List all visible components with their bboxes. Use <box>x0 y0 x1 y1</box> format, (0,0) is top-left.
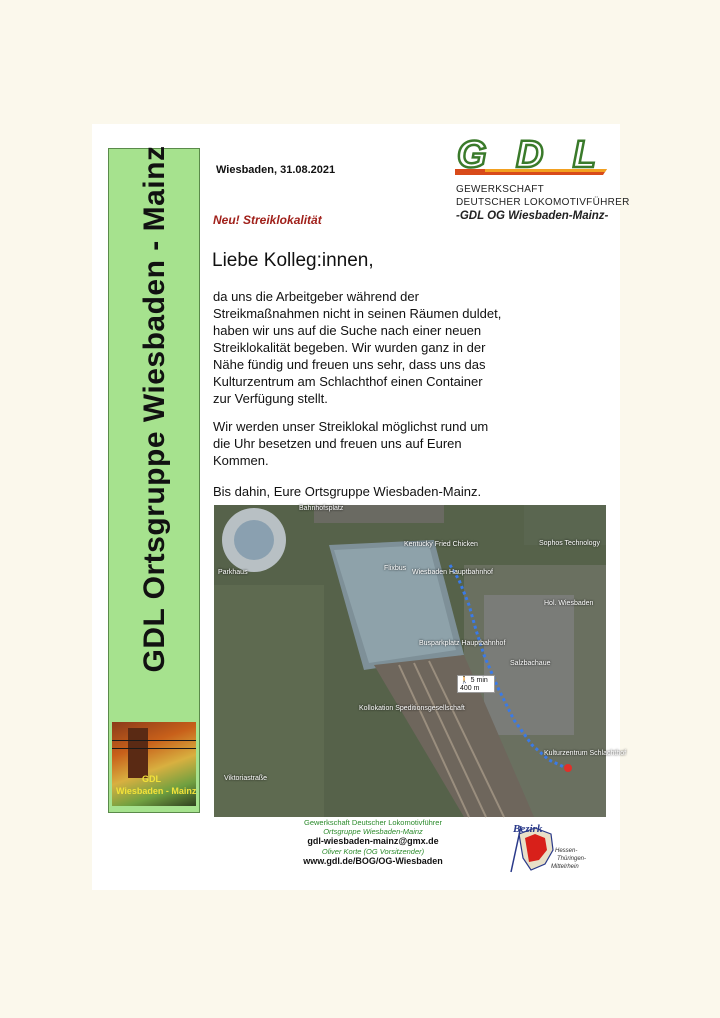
bezirk-region-3: Mittelrhein <box>551 864 579 870</box>
sidebar-banner <box>108 145 200 813</box>
footer-website[interactable]: www.gdl.de/BOG/OG-Wiesbaden <box>303 856 443 866</box>
map-label: Kentucky Fried Chicken <box>404 541 478 548</box>
logo-union-line2: DEUTSCHER LOKOMOTIVFÜHRER <box>456 197 630 208</box>
letter-paragraph-2: Wir werden unser Streiklokal möglichst rund um die Uhr besetzen und freuen uns auf Euren Kommen. <box>213 419 489 468</box>
letter-subtitle: Neu! Streiklokalität <box>213 213 322 227</box>
map-label: Kollokation Speditionsgesellschaft <box>359 705 465 712</box>
bezirk-region-1: Hessen- <box>555 848 578 854</box>
satellite-map <box>214 505 627 817</box>
footer-chairman: Oliver Korte (OG Vorsitzender) <box>321 847 425 856</box>
walking-icon: 🚶 <box>460 677 469 684</box>
footer-email[interactable]: gdl-wiesbaden-mainz@gmx.de <box>307 836 439 846</box>
bezirk-title: Bezirk <box>513 823 543 835</box>
route-info-box <box>457 675 495 693</box>
map-label: Viktoriastraße <box>224 775 268 782</box>
map-label: Bahnhofsplatz <box>299 505 344 512</box>
route-distance: 400 m <box>460 685 480 692</box>
route-time: 5 min <box>470 677 488 684</box>
map-label: Wiesbaden Hauptbahnhof <box>412 569 493 576</box>
photo-tower <box>128 728 148 778</box>
map-label: Flixbus <box>384 565 407 572</box>
bezirk-region-2: Thüringen- <box>557 856 587 862</box>
logo-union-line1: GEWERKSCHAFT <box>456 184 545 195</box>
photo-wire <box>112 740 196 741</box>
letter-date: Wiesbaden, 31.08.2021 <box>216 164 336 176</box>
sidebar-title: GDL Ortsgruppe Wiesbaden - Mainz <box>138 145 171 673</box>
letter-greeting: Liebe Kolleg:innen, <box>212 250 374 271</box>
ortsgruppe-photo <box>112 722 196 806</box>
map-label: Hol. Wiesbaden <box>544 600 594 607</box>
logo-letters: GDL <box>457 134 602 176</box>
map-label: Parkhaus <box>218 569 248 576</box>
footer-union-name: Gewerkschaft Deutscher Lokomotivführer <box>304 818 442 827</box>
map-label: Sophos Technology <box>539 540 600 547</box>
footer-og-name: Ortsgruppe Wiesbaden-Mainz <box>323 827 423 836</box>
photo-caption-gdl: GDL <box>142 774 161 784</box>
map-label: Salzbachaue <box>510 660 551 667</box>
logo-og-line: -GDL OG Wiesbaden-Mainz- <box>456 210 609 222</box>
letter-closing: Bis dahin, Eure Ortsgruppe Wiesbaden-Mainz. <box>213 484 482 499</box>
letter-footer <box>268 818 478 867</box>
photo-caption-city: Wiesbaden - Mainz <box>116 786 197 796</box>
bezirk-logo <box>505 820 603 876</box>
photo-wire <box>112 748 196 749</box>
gdl-logo <box>455 134 607 177</box>
map-label: Kulturzentrum Schlachthof <box>544 750 627 757</box>
map-label: Busparkplatz Hauptbahnhof <box>419 640 506 647</box>
letter-paragraph-1: da uns die Arbeitgeber während der Streikmaßnahmen nicht in seinen Räumen duldet, haben wir uns auf die Suche nach einer neuen Streiklokalität begeben. Wir wurden ganz in der Nähe fündig und freuen uns sehr, dass uns das Kulturzentrum am Schlachthof einen Container zur Verfügung stellt. <box>213 289 502 406</box>
